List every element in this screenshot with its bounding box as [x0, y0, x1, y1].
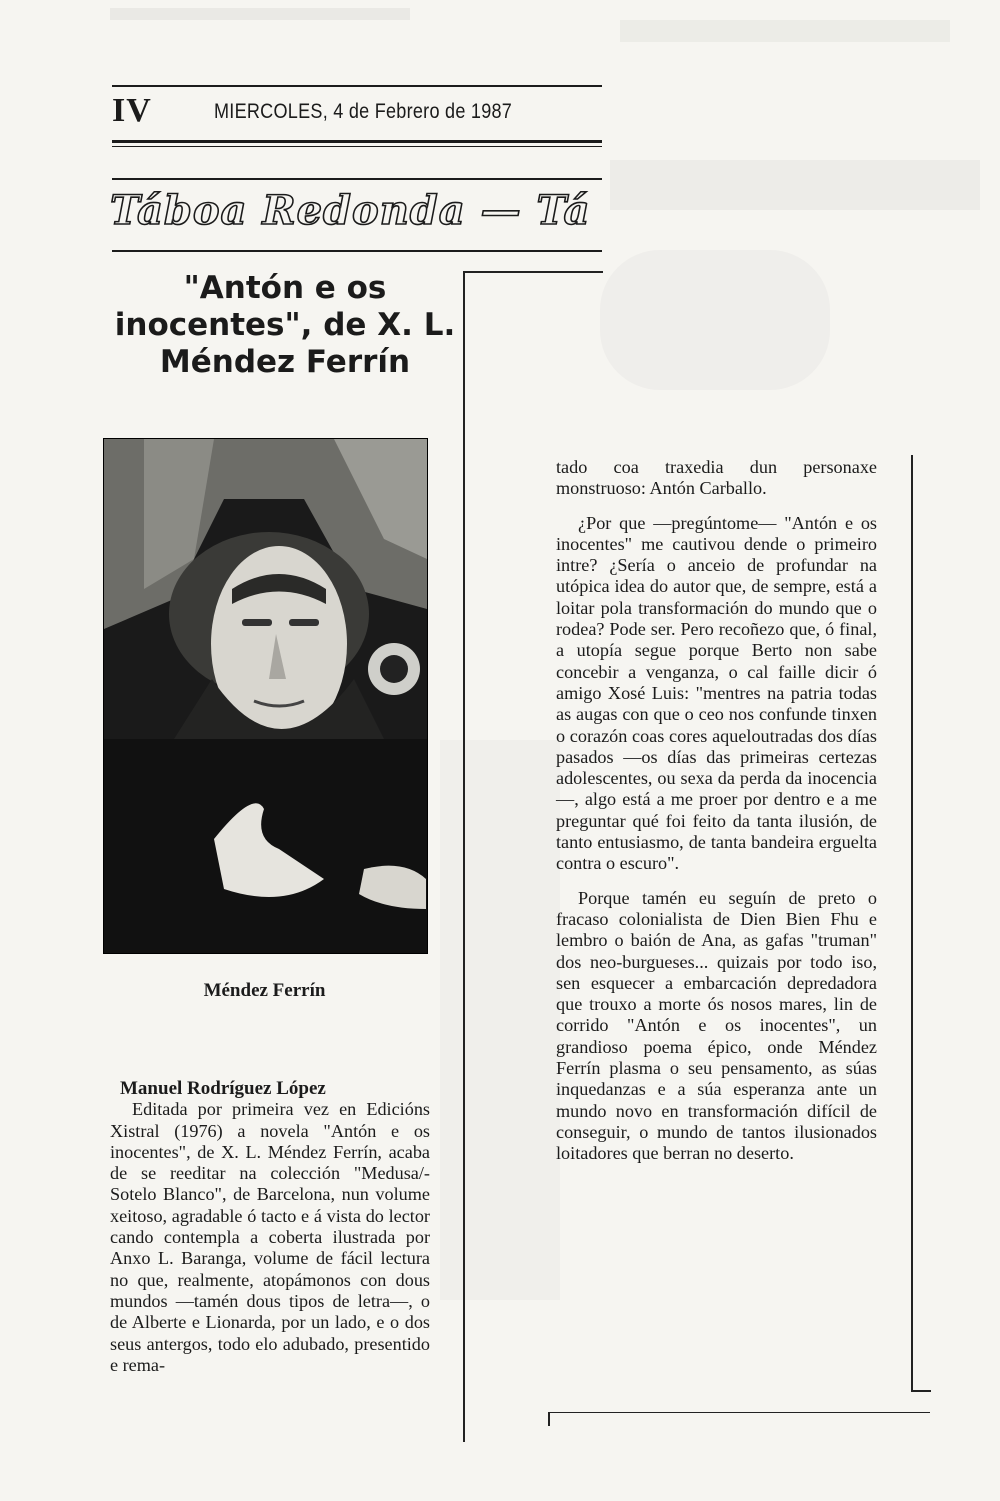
section-title: Táboa Redonda — Tá	[110, 187, 591, 234]
page-number: IV	[112, 92, 152, 129]
section-bottom-rule	[112, 250, 602, 252]
box-bottom-rule	[911, 1390, 931, 1392]
body-paragraph-3: ¿Por que —pregúntome— "Antón e os inocentes" me cautivou dende o primeiro intre? ¿Sería o anceio de profundar na utópica idea do autor que, de sempre, está a loitar pola transformación do mundo que o rodea? Pode ser. Pero recoñezo que, ó final, a utopía segue porque Berto non sabe concebir a venganza, o cal faille dicir ó amigo Xosé Luis: "mentres na patria todas as augas con que o ceo nos confunde tinxen o corazón coas cores aqueloutradas dos días pasados —os días das primeiras certezas adolescentes, ou sexa da perda da inocencia—, algo está a me proer por dentro e a me preguntar qué foi feito da tanta ilusión, de tanto entusiasmo, de tanta bandeira erguelta contra o escuro".	[556, 512, 877, 874]
body-paragraph-1: Editada por primeira vez en Edicións Xistral (1976) a novela "Antón e os inocentes", de X. L. Méndez Ferrín, acaba de se reeditar na colección "Medusa/-Sotelo Blanco", de Barcelona, nun volume xeitoso, agradable ó tacto e á vista do lector cando contempla a coberta ilustrada por Anxo L. Baranga, volume de fácil lectura no que, realmente, atopámonos con dous mundos —tamén dous tipos de letra—, o de Alberte e Lionarda, por un lado, e o dos seus antergos, todo elo adubado, presentido e rema-	[110, 1099, 430, 1375]
bleed-through-right-heading	[620, 20, 950, 42]
left-column	[110, 1078, 430, 1376]
right-column	[556, 457, 877, 1165]
author-photo-image	[104, 439, 427, 953]
section-top-rule	[112, 178, 602, 180]
next-box-top-rule	[548, 1412, 930, 1413]
next-box-left-rule	[548, 1412, 550, 1426]
box-top-rule	[463, 271, 603, 273]
author-photo	[103, 438, 428, 954]
bleed-through-top	[110, 8, 410, 20]
header-top-rule	[112, 85, 602, 87]
box-left-rule	[463, 272, 465, 1442]
header-bottom-rule-thin	[112, 146, 602, 147]
article-headline: "Antón e os inocentes", de X. L. Méndez Ferrín	[114, 270, 456, 380]
bleed-through-right-title	[610, 160, 980, 210]
header-bottom-rule	[112, 140, 602, 143]
byline: Manuel Rodríguez López	[120, 1078, 326, 1099]
photo-caption: Méndez Ferrín	[203, 980, 326, 1001]
box-right-rule	[911, 455, 913, 1392]
body-paragraph-4: Porque tamén eu seguín de preto o fracaso colonialista de Dien Bien Fhu e lembro o baión de Ana, as gafas "truman" dos neo-burgueses... quizais por todo iso, sen esquecer a embarcación depredadora que trouxo a morte ós nosos mares, lin de corrido "Antón e os inocentes", un grandioso poema épico, onde Méndez Ferrín plasma o seu pensamento, as súas inquedanzas e a súa esperanza ante un mundo novo en transformación difícil de conseguir, o mundo de tantos ilusionados loitadores que berran no deserto.	[556, 887, 877, 1164]
issue-date: MIERCOLES, 4 de Febrero de 1987	[214, 100, 513, 123]
bleed-through-mid-text	[440, 740, 560, 1300]
body-paragraph-2: tado coa traxedia dun personaxe monstruoso: Antón Carballo.	[556, 457, 877, 499]
bleed-through-right-image	[600, 250, 830, 390]
